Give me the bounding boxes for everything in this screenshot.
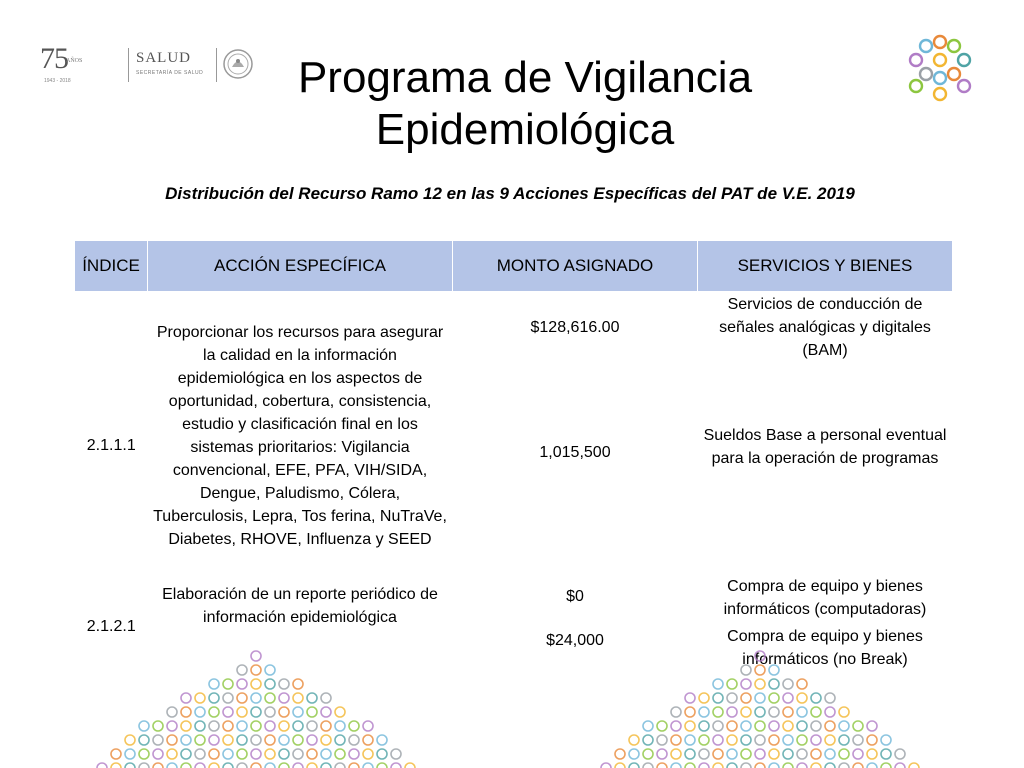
pattern-circle — [727, 693, 737, 703]
pattern-circle — [237, 665, 247, 675]
monto-item: $24,000 — [546, 632, 604, 649]
pattern-circle — [349, 763, 359, 768]
logo-circle — [934, 88, 946, 100]
pattern-circle — [657, 721, 667, 731]
pattern-circle — [713, 749, 723, 759]
pattern-circle — [685, 763, 695, 768]
pattern-circle — [713, 721, 723, 731]
pattern-circle — [741, 763, 751, 768]
cell-accion: Elaboración de un reporte periódico de información epidemiológica — [162, 586, 438, 626]
pattern-circle — [307, 749, 317, 759]
pattern-circle — [755, 721, 765, 731]
pattern-circle — [629, 749, 639, 759]
pattern-circle — [853, 763, 863, 768]
pattern-circle — [867, 763, 877, 768]
pattern-circle — [251, 707, 261, 717]
pattern-circle — [307, 707, 317, 717]
pattern-circle — [195, 721, 205, 731]
pattern-circle — [293, 707, 303, 717]
logo-circle — [958, 54, 970, 66]
pattern-circle — [321, 693, 331, 703]
pattern-circle — [811, 707, 821, 717]
pattern-circle — [671, 735, 681, 745]
pattern-circle — [797, 693, 807, 703]
logo-circle — [958, 80, 970, 92]
pattern-circle — [279, 749, 289, 759]
pattern-circle — [685, 707, 695, 717]
page-title — [200, 52, 850, 156]
pattern-circle — [195, 735, 205, 745]
table-header-row — [75, 241, 953, 291]
pattern-circle — [811, 735, 821, 745]
pattern-circle — [615, 763, 625, 768]
pattern-circle — [251, 721, 261, 731]
logo-circle — [910, 54, 922, 66]
pattern-circle — [111, 763, 121, 768]
pattern-circle — [307, 721, 317, 731]
pattern-circle — [279, 763, 289, 768]
pattern-circle — [755, 749, 765, 759]
pattern-circle — [223, 707, 233, 717]
pattern-circle — [713, 693, 723, 703]
pattern-circle — [797, 721, 807, 731]
pattern-circle — [727, 763, 737, 768]
pattern-circle — [685, 749, 695, 759]
pattern-circle — [195, 693, 205, 703]
pattern-circle — [153, 749, 163, 759]
pattern-circle — [125, 749, 135, 759]
pattern-circle — [363, 721, 373, 731]
pattern-circle — [811, 693, 821, 703]
page-title-line-2: Epidemiológica — [375, 105, 675, 154]
pattern-circle — [153, 735, 163, 745]
pattern-circle — [237, 735, 247, 745]
pattern-circle — [265, 707, 275, 717]
pattern-circle — [405, 763, 415, 768]
logo-circle — [948, 68, 960, 80]
pattern-circle — [265, 749, 275, 759]
logo-anos-label: AÑOS — [66, 58, 83, 64]
cell-monto — [453, 291, 698, 581]
pattern-circle — [97, 763, 107, 768]
pattern-circle — [713, 679, 723, 689]
pattern-circle — [713, 763, 723, 768]
pattern-circle — [853, 749, 863, 759]
pattern-circle — [783, 693, 793, 703]
pattern-circle — [209, 749, 219, 759]
pattern-circle — [139, 763, 149, 768]
monto-item: $0 — [566, 588, 584, 605]
pattern-circle — [755, 651, 765, 661]
pattern-circle — [223, 763, 233, 768]
pattern-circle — [209, 763, 219, 768]
pattern-circle — [139, 721, 149, 731]
pattern-circle — [251, 679, 261, 689]
pattern-circle — [237, 679, 247, 689]
pattern-circle — [881, 749, 891, 759]
pattern-circle — [853, 735, 863, 745]
pattern-circle — [293, 735, 303, 745]
pattern-circle — [727, 749, 737, 759]
pattern-circle — [391, 763, 401, 768]
pattern-circle — [223, 693, 233, 703]
logo-years-range: 1943 - 2018 — [44, 78, 71, 84]
pattern-circle — [741, 679, 751, 689]
pattern-circle — [797, 679, 807, 689]
decorative-circles-pattern — [0, 650, 1024, 768]
pattern-circle — [209, 721, 219, 731]
pattern-circle — [125, 763, 135, 768]
pattern-circle — [293, 679, 303, 689]
pattern-circle — [699, 749, 709, 759]
pattern-circle — [181, 721, 191, 731]
pattern-circle — [755, 693, 765, 703]
pattern-circle — [237, 707, 247, 717]
pattern-circle — [685, 693, 695, 703]
pattern-circle — [321, 749, 331, 759]
pattern-circle — [825, 763, 835, 768]
pattern-circle — [741, 749, 751, 759]
pattern-circle — [755, 707, 765, 717]
pattern-circle — [265, 763, 275, 768]
pattern-circle — [209, 693, 219, 703]
logo-circle — [920, 68, 932, 80]
header-indice: ÍNDICE — [75, 241, 148, 291]
pattern-circle — [251, 763, 261, 768]
pattern-circle — [727, 721, 737, 731]
pattern-circle — [727, 735, 737, 745]
pattern-circle — [839, 707, 849, 717]
pattern-circle — [657, 749, 667, 759]
pattern-circle — [783, 735, 793, 745]
pattern-circle — [335, 735, 345, 745]
logo-circle — [910, 80, 922, 92]
pattern-circle — [335, 707, 345, 717]
pattern-circle — [783, 707, 793, 717]
pattern-circle — [769, 763, 779, 768]
pattern-circle — [349, 735, 359, 745]
pattern-circle — [209, 707, 219, 717]
pattern-circle — [223, 749, 233, 759]
pattern-circle — [293, 749, 303, 759]
pattern-circle — [671, 707, 681, 717]
pattern-circle — [629, 763, 639, 768]
pattern-circle — [335, 763, 345, 768]
pattern-circle — [167, 721, 177, 731]
pattern-circle — [293, 693, 303, 703]
pattern-circle — [783, 763, 793, 768]
pattern-circle — [265, 679, 275, 689]
pattern-circle — [797, 749, 807, 759]
pattern-circle — [307, 735, 317, 745]
pattern-circle — [279, 707, 289, 717]
pattern-circle — [335, 749, 345, 759]
pattern-circle — [671, 749, 681, 759]
pattern-circle — [237, 721, 247, 731]
monto-item: 1,015,500 — [539, 444, 611, 461]
pattern-circle — [727, 707, 737, 717]
pattern-circle — [167, 763, 177, 768]
pattern-circle — [265, 735, 275, 745]
pattern-circle — [839, 735, 849, 745]
pattern-circle — [811, 721, 821, 731]
pattern-circle — [223, 721, 233, 731]
pattern-circle — [153, 721, 163, 731]
page-subtitle: Distribución del Recurso Ramo 12 en las 9 Acciones Específicas del PAT de V.E. 2019 — [165, 184, 855, 203]
pattern-circle — [699, 707, 709, 717]
servicio-item: Compra de equipo y bienes informáticos (no Break) — [727, 628, 923, 668]
pattern-circle — [783, 679, 793, 689]
pattern-circle — [741, 665, 751, 675]
table-row — [75, 291, 953, 581]
pattern-circle — [811, 763, 821, 768]
pattern-circle — [769, 679, 779, 689]
pattern-circle — [699, 721, 709, 731]
pattern-circle — [363, 749, 373, 759]
logo-divider — [128, 48, 129, 82]
pattern-circle — [685, 721, 695, 731]
pattern-circle — [615, 749, 625, 759]
pattern-circle — [783, 749, 793, 759]
pattern-circle — [699, 735, 709, 745]
pattern-circle — [825, 735, 835, 745]
pattern-circle — [783, 721, 793, 731]
pattern-circle — [251, 693, 261, 703]
cell-servicios — [698, 291, 953, 581]
pattern-circle — [769, 721, 779, 731]
pattern-circle — [839, 763, 849, 768]
pattern-circle — [671, 721, 681, 731]
pattern-circle — [181, 707, 191, 717]
pattern-circle — [265, 665, 275, 675]
pattern-circle — [153, 763, 163, 768]
logo-secretaria: SECRETARÍA DE SALUD — [136, 70, 204, 76]
pattern-circle — [279, 679, 289, 689]
logo-circle — [934, 54, 946, 66]
pattern-circle — [237, 763, 247, 768]
pattern-circle — [741, 721, 751, 731]
pattern-circle — [797, 763, 807, 768]
pattern-circle — [195, 749, 205, 759]
cell-indice: 2.1.1.1 — [86, 436, 136, 454]
pattern-circle — [643, 749, 653, 759]
header-servicios: SERVICIOS Y BIENES — [698, 241, 953, 291]
pattern-circle — [321, 721, 331, 731]
logo-circle — [934, 72, 946, 84]
logo-salud: SALUD — [136, 50, 192, 66]
pattern-circle — [279, 721, 289, 731]
pattern-circle — [251, 665, 261, 675]
servicio-item: Compra de equipo y bienes informáticos (computadoras) — [723, 578, 927, 618]
pattern-circle — [321, 707, 331, 717]
pattern-circle — [349, 749, 359, 759]
header-accion: ACCIÓN ESPECÍFICA — [148, 241, 453, 291]
pattern-circle — [755, 665, 765, 675]
pattern-circle — [699, 763, 709, 768]
pattern-circle — [643, 721, 653, 731]
pattern-circle — [867, 721, 877, 731]
pattern-circle — [223, 679, 233, 689]
pattern-circle — [769, 735, 779, 745]
pattern-circle — [377, 735, 387, 745]
pattern-circle — [251, 651, 261, 661]
pattern-circle — [307, 693, 317, 703]
pattern-circle — [685, 735, 695, 745]
pattern-circle — [181, 693, 191, 703]
pattern-circle — [321, 763, 331, 768]
pattern-circle — [125, 735, 135, 745]
servicio-item: Sueldos Base a personal eventual para la operación de programas — [703, 427, 947, 467]
pattern-circle — [643, 735, 653, 745]
pattern-circle — [853, 721, 863, 731]
pattern-circle — [713, 707, 723, 717]
servicio-item: Servicios de conducción de señales analógicas y digitales (BAM) — [719, 296, 931, 359]
pattern-circle — [167, 735, 177, 745]
pattern-circle — [671, 763, 681, 768]
pattern-circle — [867, 735, 877, 745]
logo-circle — [948, 40, 960, 52]
pattern-circle — [881, 763, 891, 768]
pattern-circle — [909, 763, 919, 768]
pattern-circle — [363, 735, 373, 745]
pattern-circle — [237, 749, 247, 759]
pattern-circle — [755, 679, 765, 689]
pattern-circle — [839, 721, 849, 731]
pattern-circle — [881, 735, 891, 745]
pattern-circle — [363, 763, 373, 768]
pattern-circle — [797, 707, 807, 717]
pattern-circle — [195, 763, 205, 768]
pattern-circle — [825, 749, 835, 759]
pattern-circle — [321, 735, 331, 745]
circles-logo-icon — [900, 32, 980, 104]
logo-circle — [920, 40, 932, 52]
pattern-circle — [825, 693, 835, 703]
pattern-circle — [839, 749, 849, 759]
logo-circle — [934, 36, 946, 48]
pattern-circle — [237, 693, 247, 703]
pattern-circle — [769, 665, 779, 675]
pattern-circle — [657, 763, 667, 768]
pattern-circle — [769, 749, 779, 759]
pattern-circle — [601, 763, 611, 768]
pattern-circle — [867, 749, 877, 759]
page-title-line-1: Programa de Vigilancia — [297, 53, 753, 102]
pattern-circle — [643, 763, 653, 768]
pattern-circle — [307, 763, 317, 768]
pattern-circle — [209, 735, 219, 745]
header-monto: MONTO ASIGNADO — [453, 241, 698, 291]
monto-item: $128,616.00 — [530, 319, 620, 336]
pattern-circle — [139, 735, 149, 745]
pattern-circle — [769, 693, 779, 703]
pattern-circle — [377, 749, 387, 759]
pattern-circle — [797, 735, 807, 745]
pattern-circle — [713, 735, 723, 745]
pattern-circle — [251, 749, 261, 759]
pattern-circle — [181, 735, 191, 745]
pattern-circle — [265, 721, 275, 731]
pattern-circle — [755, 763, 765, 768]
pattern-circle — [895, 763, 905, 768]
pattern-circle — [195, 707, 205, 717]
pattern-circle — [265, 693, 275, 703]
pattern-circle — [377, 763, 387, 768]
pattern-circle — [741, 693, 751, 703]
pattern-circle — [335, 721, 345, 731]
cell-indice: 2.1.2.1 — [86, 618, 136, 635]
pattern-circle — [293, 763, 303, 768]
pattern-circle — [209, 679, 219, 689]
pattern-circle — [167, 707, 177, 717]
pattern-circle — [111, 749, 121, 759]
pattern-circle — [251, 735, 261, 745]
pattern-circle — [181, 763, 191, 768]
pattern-circle — [657, 735, 667, 745]
resource-table — [75, 241, 949, 671]
pattern-circle — [811, 749, 821, 759]
pattern-circle — [825, 707, 835, 717]
pattern-circle — [755, 735, 765, 745]
pattern-circle — [741, 707, 751, 717]
logo-75-years: 75 — [40, 42, 68, 75]
pattern-circle — [181, 749, 191, 759]
pattern-circle — [629, 735, 639, 745]
pattern-circle — [279, 735, 289, 745]
pattern-circle — [741, 735, 751, 745]
pattern-circle — [825, 721, 835, 731]
pattern-circle — [895, 749, 905, 759]
pattern-circle — [391, 749, 401, 759]
pattern-circle — [769, 707, 779, 717]
pattern-circle — [699, 693, 709, 703]
pattern-circle — [349, 721, 359, 731]
pattern-circle — [279, 693, 289, 703]
pattern-circle — [727, 679, 737, 689]
pattern-circle — [139, 749, 149, 759]
pattern-circle — [223, 735, 233, 745]
pattern-circle — [167, 749, 177, 759]
pattern-circle — [293, 721, 303, 731]
cell-accion: Proporcionar los recursos para asegurar la calidad en la información epidemiológica en los aspectos de oportunidad, cobertura, consistencia, estudio y clasificación final en los sistemas prioritarios: Vigilancia convencional, EFE, PFA, VIH/SIDA, Dengue, Paludismo, Cólera, Tuberculosis, Lepra, Tos ferina, NuTraVe, Diabetes, RHOVE, Influenza y SEED — [153, 324, 447, 548]
